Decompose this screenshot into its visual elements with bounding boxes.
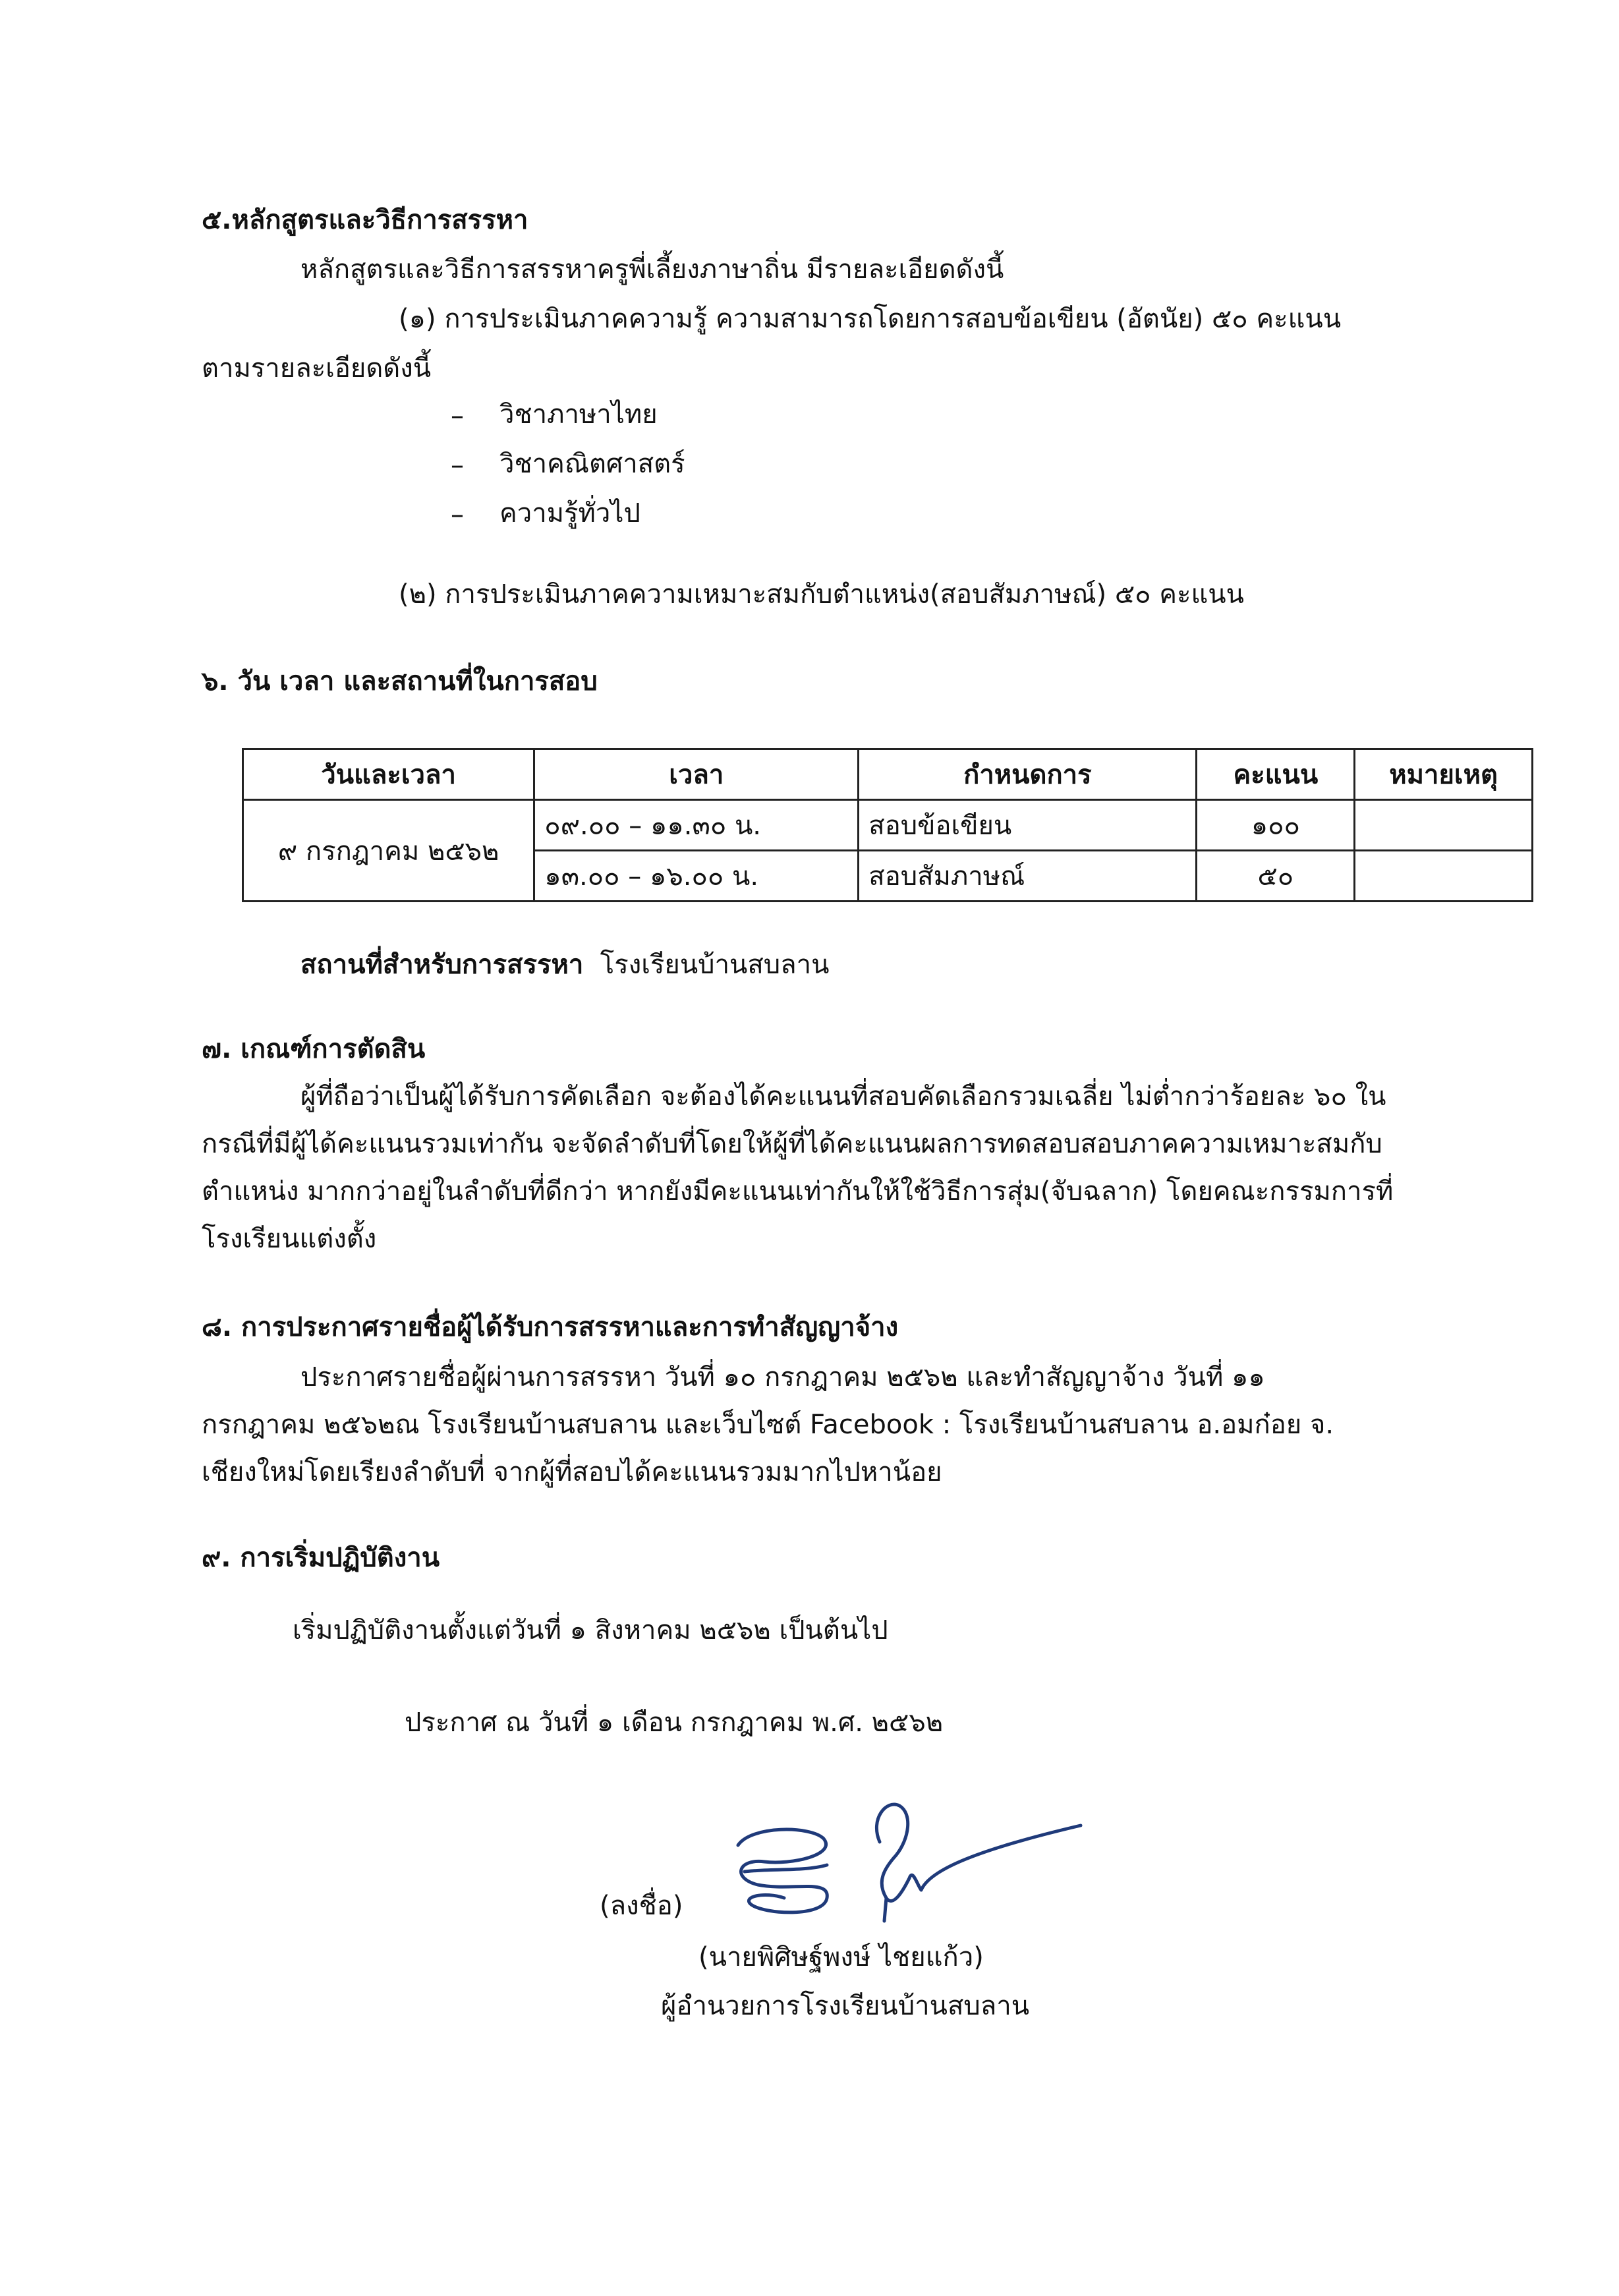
bullet-dash-icon: – bbox=[451, 450, 464, 480]
bullet-dash-icon: – bbox=[451, 401, 464, 431]
score-cell: ๕๐ bbox=[1197, 851, 1355, 902]
column-header-score: คะแนน bbox=[1197, 749, 1355, 800]
bullet-dash-icon: – bbox=[451, 500, 464, 530]
exam-schedule-table bbox=[242, 748, 1533, 902]
column-header-date: วันและเวลา bbox=[243, 749, 534, 800]
section-7-line: กรณีที่มีผู้ได้คะแนนรวมเท่ากัน จะจัดลำดับที่โดยให้ผู้ที่ได้คะแนนผลการทดสอบสอบภาคความเหมาะสมกับ bbox=[202, 1129, 1382, 1159]
section-9-line: เริ่มปฏิบัติงานตั้งแต่วันที่ ๑ สิงหาคม ๒๕๖๒ เป็นต้นไป bbox=[293, 1615, 888, 1646]
column-header-activity: กำหนดการ bbox=[859, 749, 1197, 800]
section-7-line: ตำแหน่ง มากกว่าอยู่ในลำดับที่ดีกว่า หากยังมีคะแนนเท่ากันให้ใช้วิธีการสุ่ม(จับฉลาก) โดยคณะกรรมการที่ bbox=[202, 1176, 1394, 1207]
section-5-heading: ๕.หลักสูตรและวิธีการสรรหา bbox=[202, 205, 528, 235]
venue-name: โรงเรียนบ้านสบลาน bbox=[600, 950, 830, 980]
subject-item: วิชาภาษาไทย bbox=[499, 399, 658, 430]
exam-date-cell: ๙ กรกฎาคม ๒๕๖๒ bbox=[243, 800, 534, 902]
section-8-line: กรกฎาคม ๒๕๖๒ณ โรงเรียนบ้านสบลาน และเว็บไซต์ Facebook : โรงเรียนบ้านสบลาน อ.อมก๋อย จ. bbox=[202, 1410, 1334, 1440]
subject-item: วิชาคณิตศาสตร์ bbox=[499, 449, 685, 479]
score-cell: ๑๐๐ bbox=[1197, 800, 1355, 851]
subject-item: ความรู้ทั่วไป bbox=[499, 498, 640, 529]
note-cell bbox=[1355, 851, 1533, 902]
announcement-date: ประกาศ ณ วันที่ ๑ เดือน กรกฎาคม พ.ศ. ๒๕๖๒ bbox=[405, 1708, 944, 1738]
section-8-line: ประกาศรายชื่อผู้ผ่านการสรรหา วันที่ ๑๐ กรกฎาคม ๒๕๖๒ และทำสัญญาจ้าง วันที่ ๑๑ bbox=[300, 1362, 1265, 1392]
venue-label: สถานที่สำหรับการสรรหา bbox=[300, 950, 584, 980]
section-7-line: โรงเรียนแต่งตั้ง bbox=[202, 1224, 377, 1254]
handwritten-signature bbox=[712, 1799, 1107, 1937]
activity-cell: สอบสัมภาษณ์ bbox=[859, 851, 1197, 902]
section-5-item-2: (๒) การประเมินภาคความเหมาะสมกับตำแหน่ง(สอบสัมภาษณ์) ๕๐ คะแนน bbox=[399, 579, 1244, 610]
section-5-intro: หลักสูตรและวิธีการสรรหาครูพี่เลี้ยงภาษาถิ่น มีรายละเอียดดังนี้ bbox=[300, 254, 1004, 285]
section-6-heading: ๖. วัน เวลา และสถานที่ในการสอบ bbox=[202, 666, 598, 697]
section-7-line: ผู้ที่ถือว่าเป็นผู้ได้รับการคัดเลือก จะต้องได้คะแนนที่สอบคัดเลือกรวมเฉลี่ย ไม่ต่ำกว่าร้อยละ ๖๐ ใน bbox=[300, 1081, 1386, 1112]
column-header-time: เวลา bbox=[534, 749, 859, 800]
section-8-heading: ๘. การประกาศรายชื่อผู้ได้รับการสรรหาและการทำสัญญาจ้าง bbox=[202, 1312, 899, 1342]
note-cell bbox=[1355, 800, 1533, 851]
activity-cell: สอบข้อเขียน bbox=[859, 800, 1197, 851]
signatory-name: (นายพิศิษฐ์พงษ์ ไชยแก้ว) bbox=[698, 1942, 984, 1972]
section-7-heading: ๗. เกณฑ์การตัดสิน bbox=[202, 1034, 426, 1064]
section-5-item-1: (๑) การประเมินภาคความรู้ ความสามารถโดยการสอบข้อเขียน (อัตนัย) ๕๐ คะแนน bbox=[399, 304, 1342, 334]
section-5-item-1-cont: ตามรายละเอียดดังนี้ bbox=[202, 353, 432, 384]
section-9-heading: ๙. การเริ่มปฏิบัติงาน bbox=[202, 1543, 440, 1573]
table-header-row bbox=[243, 749, 1533, 800]
section-8-line: เชียงใหม่โดยเรียงลำดับที่ จากผู้ที่สอบได้คะแนนรวมมากไปหาน้อย bbox=[202, 1457, 942, 1487]
time-cell: ๐๙.๐๐ – ๑๑.๓๐ น. bbox=[534, 800, 859, 851]
signatory-position: ผู้อำนวยการโรงเรียนบ้านสบลาน bbox=[661, 1991, 1030, 2021]
table-row bbox=[243, 800, 1533, 851]
column-header-note: หมายเหตุ bbox=[1355, 749, 1533, 800]
venue-line bbox=[300, 949, 830, 981]
sign-label: (ลงชื่อ) bbox=[600, 1891, 683, 1921]
time-cell: ๑๓.๐๐ – ๑๖.๐๐ น. bbox=[534, 851, 859, 902]
